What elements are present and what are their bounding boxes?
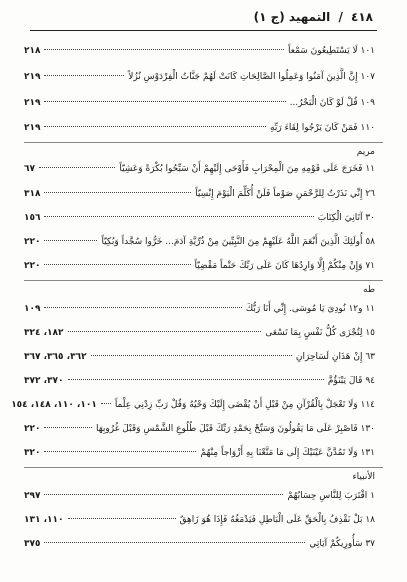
section-title-anbiya: الأنبياء <box>352 472 375 482</box>
index-entry <box>24 44 375 60</box>
section-title-maryam: مريم <box>356 147 375 157</box>
dot-leader <box>44 240 97 241</box>
page-refs: ٣٧٠، ٣٧٢ <box>24 376 64 386</box>
index-entry <box>11 398 375 414</box>
dot-leader <box>68 379 324 380</box>
verse-text: ١٠٧ إِنَّ الَّذِينَ آمَنُوا وَعَمِلُوا الصَّالِحَاتِ كَانَتْ لَهُمْ جَنَّاتُ الْفِرْدَوْسِ نُزُلاً <box>128 72 375 82</box>
verse-text: ١١ فَخَرَجَ عَلَى قَوْمِهِ مِنَ الْمِحْرَابِ فَأَوْحَى إِلَيْهِمْ أَنْ سَبِّحُوا بُكْرَةً وَعَشِيّاً <box>119 164 375 174</box>
page-refs: ٦٧ <box>24 164 35 174</box>
page-refs: ٢٢٠ <box>24 424 41 434</box>
index-entry <box>24 422 375 438</box>
page-refs: ٢١٨ <box>24 46 41 56</box>
page-refs: ٢٩٧ <box>24 491 41 501</box>
index-entry <box>24 489 375 505</box>
index-entry <box>24 374 375 390</box>
dot-leader <box>44 192 191 193</box>
verse-text: ٣٧ سَأُورِيكُمْ آيَاتِي <box>309 539 375 549</box>
index-entry <box>24 259 375 275</box>
dot-leader <box>44 427 92 428</box>
page-refs: ١٨٢، ٣٢٤ <box>24 328 64 338</box>
dot-leader <box>44 307 241 308</box>
page-refs: ١٥٦ <box>24 213 41 223</box>
dot-leader <box>39 167 115 168</box>
verse-text: ١١٠ فَمَنْ كَانَ يَرْجُوا لِقَاءَ رَبِّهِ <box>270 123 375 133</box>
index-entry <box>24 446 375 462</box>
section-divider <box>24 280 383 281</box>
verse-text: ٥٨ أُولَئِكَ الَّذِينَ أَنْعَمَ اللَّهُ عَلَيْهِمْ مِنَ النَّبِيِّينَ مِنْ ذُرِّيَّةِ آدَمَ... خَرُّوا سُجَّداً وَبُكِيّاً <box>101 237 375 247</box>
dot-leader <box>44 49 284 50</box>
verse-text: ٢٦ إِنِّي نَذَرْتُ لِلرَّحْمَنِ صَوْماً فَلَنْ أُكَلِّمَ الْيَوْمَ إِنْسِيّاً <box>195 189 375 199</box>
dot-leader <box>44 542 305 543</box>
verse-text: ٣٠ آتَانِيَ الْكِتَابَ <box>317 213 375 223</box>
index-entry <box>24 70 375 86</box>
index-entry <box>24 513 375 529</box>
index-entry <box>24 350 375 366</box>
page-refs: ١١٠، ١٣١ <box>24 515 64 525</box>
page-refs: ٣٦٢، ٣٦٥، ٣٦٧ <box>24 352 87 362</box>
page-refs: ٣٧٥ <box>24 539 41 549</box>
verse-text: ١١٤ وَلَا تَعْجَلْ بِالْقُرْآنِ مِنْ قَبْلِ أَنْ يُقْضَى إِلَيْكَ وَحْيُهُ وَقُلْ رَبِّ زِدْنِي عِلْماً <box>114 400 375 410</box>
dot-leader <box>44 451 196 452</box>
index-entry <box>24 326 375 342</box>
verse-text: ١٥ لِتُجْزَى كُلُّ نَفْسٍ بِمَا تَسْعَى <box>265 328 375 338</box>
dot-leader <box>44 126 266 127</box>
verse-text: ٧١ وَإِنْ مِنْكُمْ إِلَّا وَارِدُهَا كَانَ عَلَى رَبِّكَ حَتْماً مَقْضِيّاً <box>194 261 375 271</box>
index-entry <box>24 235 375 251</box>
section-divider <box>24 467 383 468</box>
index-entry <box>24 162 375 178</box>
section-divider <box>24 142 383 143</box>
index-entry <box>24 121 375 137</box>
verse-text: ١٠١ لَا يَسْتَطِيعُونَ سَمْعاً <box>287 46 375 56</box>
dot-leader <box>44 101 285 102</box>
book-title: التمهيد (ج ١) <box>253 10 331 24</box>
dot-leader <box>44 216 313 217</box>
page-refs: ١٠١، ١١٠، ١٤٨، ١٥٤ <box>11 400 97 410</box>
dot-leader <box>44 264 190 265</box>
dot-leader <box>91 355 292 356</box>
dot-leader <box>101 403 111 404</box>
verse-text: ١ اقْتَرَبَ لِلنَّاسِ حِسَابُهُمْ <box>287 491 375 501</box>
page-refs: ٢١٩ <box>24 123 41 133</box>
page-number: ٤١٨ <box>351 10 373 24</box>
index-entry <box>24 211 375 227</box>
verse-text: ١٣٠ فَاصْبِرْ عَلَى مَا يَقُولُونَ وَسَبِّحْ بِحَمْدِ رَبِّكَ قَبْلَ طُلُوعِ الشَّمْسِ وَقَبْلَ غُرُوبِهَا <box>96 424 375 434</box>
page-refs: ٣٢٠ <box>24 448 41 458</box>
verse-text: ١١ و١٢ نُودِيَ يَا مُوسَى. إِنِّي أَنَا رَبُّكَ <box>245 304 375 314</box>
index-entry <box>24 187 375 203</box>
verse-text: ١٠٩ قُلْ لَوْ كَانَ الْبَحْرُ... <box>289 98 375 108</box>
page-header <box>34 10 373 28</box>
verse-text: ٩٤ قَالَ يَبْنَؤُمَّ <box>327 376 375 386</box>
page-refs: ١٠٩ <box>24 304 41 314</box>
index-entry <box>24 302 375 318</box>
header-rule <box>30 30 377 31</box>
dot-leader <box>44 494 283 495</box>
page-refs: ٣١٨ <box>24 189 41 199</box>
verse-text: ١٨ بَلْ نَقْذِفُ بِالْحَقِّ عَلَى الْبَاطِلِ فَيَدْمَغُهُ فَإِذَا هُوَ زَاهِقٌ <box>179 515 375 525</box>
page-refs: ٢١٩ <box>24 98 41 108</box>
dot-leader <box>68 331 262 332</box>
page-refs: ٢٢٠ <box>24 261 41 271</box>
page-refs: ٢١٩ <box>24 72 41 82</box>
verse-text: ٦٣ إِنْ هَذَانِ لَسَاحِرَانِ <box>295 352 375 362</box>
page-refs: ٢٢٠ <box>24 237 41 247</box>
section-title-taha: طه <box>363 285 375 295</box>
header-separator: / <box>338 10 343 24</box>
index-entry <box>24 537 375 553</box>
verse-text: ١٣١ وَلَا تَمُدَّنَّ عَيْنَيْكَ إِلَى مَا مَتَّعْنَا بِهِ أَزْوَاجاً مِنْهُمْ <box>200 448 375 458</box>
dot-leader <box>68 518 176 519</box>
index-entry <box>24 96 375 112</box>
dot-leader <box>44 75 124 76</box>
